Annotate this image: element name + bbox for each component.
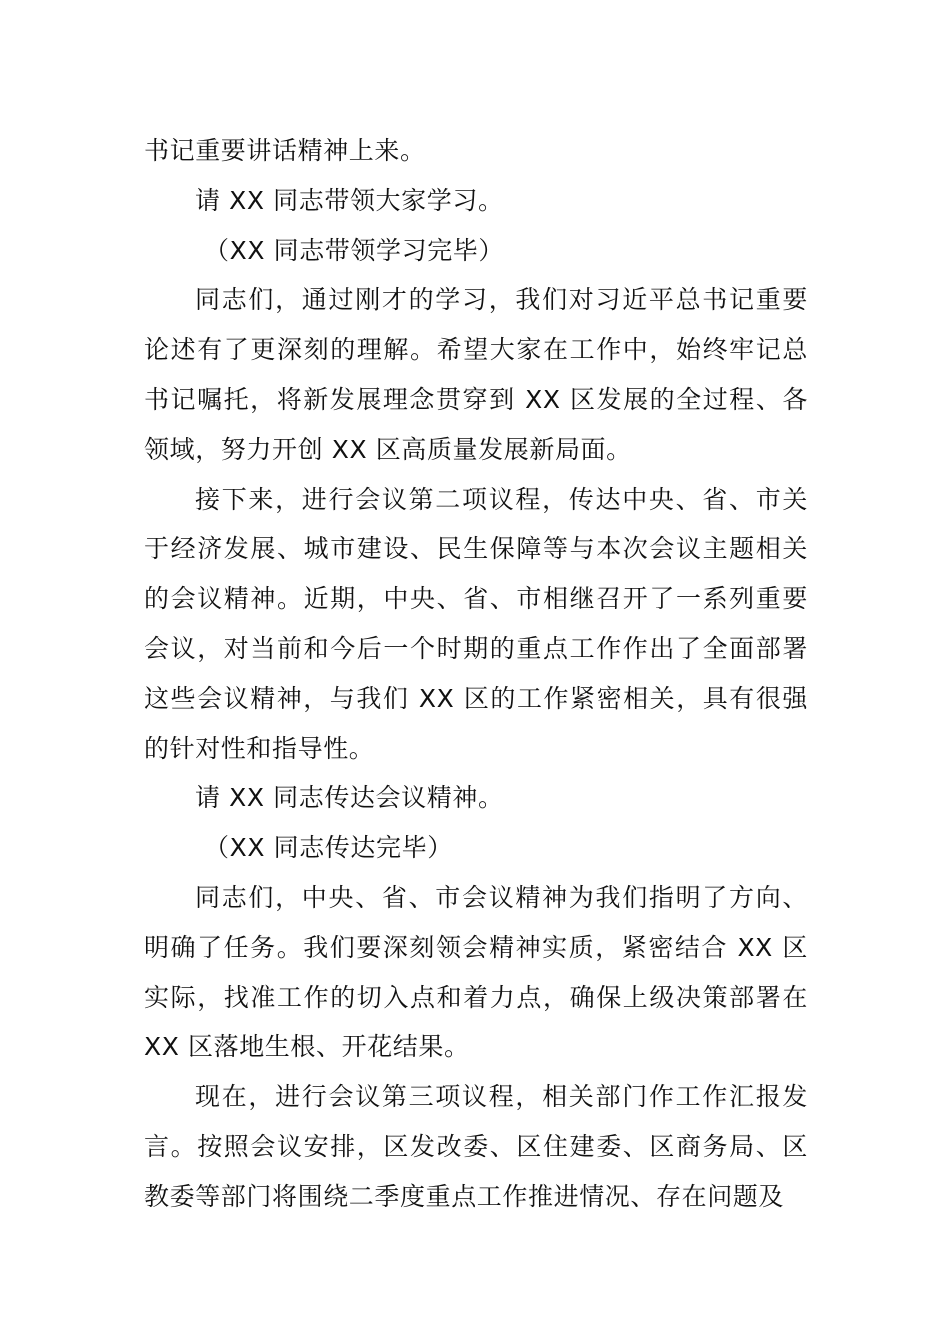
paragraph-third-agenda: 现在，进行会议第三项议程，相关部门作工作汇报发言。按照会议安排，区发改委、区住建委、区商务局、区教委等部门将围绕二季度重点工作推进情况、存在问题及 (144, 1082, 808, 1211)
paragraph-convey-complete-note: （XX 同志传达完毕） (204, 833, 453, 863)
paragraph-second-agenda: 接下来，进行会议第二项议程，传达中央、省、市关于经济发展、城市建设、民生保障等与本次会议主题相关的会议精神。近期，中央、省、市相继召开了一系列重要会议，对当前和今后一个时期的重点工作作出了全面部署这些会议精神，与我们 XX 区的工作紧密相关，具有很强的针对性和指导性。 (144, 484, 808, 763)
paragraph-invite-study: 请 XX 同志带领大家学习。 (195, 185, 504, 215)
paragraph-invite-convey: 请 XX 同志传达会议精神。 (195, 783, 504, 813)
document-body (144, 126, 808, 1222)
paragraph-continuation: 书记重要讲话精神上来。 (144, 136, 426, 165)
paragraph-study-complete-note: （XX 同志带领学习完毕） (204, 235, 505, 265)
paragraph-study-summary: 同志们，通过刚才的学习，我们对习近平总书记重要论述有了更深刻的理解。希望大家在工作中，始终牢记总书记嘱托，将新发展理念贯穿到 XX 区发展的全过程、各领域，努力开创 XX 区高质量发展新局面。 (144, 285, 808, 464)
paragraph-convey-summary: 同志们，中央、省、市会议精神为我们指明了方向、明确了任务。我们要深刻领会精神实质，紧密结合 XX 区实际，找准工作的切入点和着力点，确保上级决策部署在 XX 区落地生根、开花结果。 (144, 882, 808, 1062)
